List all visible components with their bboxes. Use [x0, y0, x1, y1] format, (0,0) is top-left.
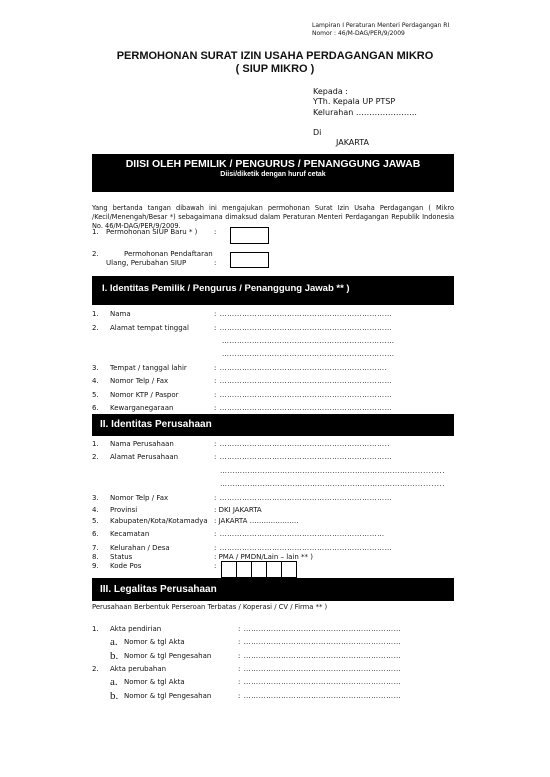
s1-num: 3. [92, 364, 99, 372]
s1-num: 5. [92, 391, 99, 399]
s3-letter: a. [110, 636, 118, 648]
s2-num: 9. [92, 562, 99, 570]
checkbox-reregistration[interactable] [230, 252, 269, 268]
banner-title: DIISI OLEH PEMILIK / PENGURUS / PENANGGUNG JAWAB [125, 158, 421, 170]
s2-num: 1. [92, 440, 99, 448]
s1-field-alamat-2[interactable]: …………………………………………………………… [222, 337, 395, 345]
s2-num: 4. [92, 506, 99, 514]
s3-letter: b. [110, 650, 119, 662]
s3-label-nomor-pengesahan: Nomor & tgl Pengesahan [124, 652, 212, 660]
s3-field-akta-perubahan[interactable]: : ……………………………………………………… [238, 665, 402, 673]
s1-field-telp[interactable]: : …………………………………………………………… [214, 377, 393, 385]
s1-field-ttl[interactable]: : …………………………………………………………. [214, 364, 388, 372]
s2-field-alamat-3[interactable]: ……………………………………………………………………........... [220, 480, 445, 488]
fill-instruction-banner [92, 154, 454, 192]
s2-label-provinsi: Provinsi [110, 506, 138, 514]
s3-letter: b. [110, 690, 119, 702]
s3-label-nomor-akta: Nomor & tgl Akta [124, 638, 185, 646]
s2-value-status[interactable]: : PMA / PMDN/Lain – lain ** ) [214, 553, 314, 561]
option-number-2: 2. [92, 250, 99, 258]
s1-num: 2. [92, 324, 99, 332]
s2-field-alamat[interactable]: : …………………………………………………………… [214, 453, 393, 461]
s2-label-kelurahan: Kelurahan / Desa [110, 544, 170, 552]
s1-num: 4. [92, 377, 99, 385]
s2-field-telp[interactable]: : …………………………………………………………… [214, 494, 393, 502]
s3-letter: a. [110, 676, 118, 688]
s2-label-kecamatan: Kecamatan [110, 530, 150, 538]
s3-label-nomor-akta-perubahan: Nomor & tgl Akta [124, 678, 185, 686]
s3-field-nomor-pengesahan[interactable]: : ……………………………………………………… [238, 652, 402, 660]
s3-num: 2. [92, 665, 99, 673]
option-label-new-siup: Permohonan SIUP Baru * ) [106, 228, 198, 236]
section-3-header [92, 578, 454, 601]
s1-label-ktp: Nomor KTP / Paspor [110, 391, 179, 399]
s2-colon-kodepos: : [214, 562, 217, 570]
s1-label-warga: Kewarganegaraan [110, 404, 174, 412]
s2-num: 6. [92, 530, 99, 538]
postal-code-box-3[interactable] [251, 561, 267, 578]
addressee-city: JAKARTA [336, 138, 369, 147]
s2-label-telp: Nomor Telp / Fax [110, 494, 169, 502]
s1-num: 1. [92, 310, 99, 318]
s2-label-kodepos: Kode Pos [110, 562, 142, 570]
s3-num: 1. [92, 625, 99, 633]
s1-field-warga[interactable]: : …………………………………………………………… [214, 404, 393, 412]
s1-label-telp: Nomor Telp / Fax [110, 377, 169, 385]
s3-field-nomor-akta[interactable]: : ……………………………………………………… [238, 638, 402, 646]
addressee-yth: YTh. Kepala UP PTSP [313, 97, 396, 106]
s1-label-ttl: Tempat / tanggal lahir [110, 364, 187, 372]
s2-num: 5. [92, 517, 99, 525]
s3-field-akta-pendirian[interactable]: : ……………………………………………………… [238, 625, 402, 633]
s1-num: 6. [92, 404, 99, 412]
addressee-kelurahan: Kelurahan ………………….. [313, 108, 417, 117]
option-label-reregistration-1: Permohonan Pendaftaran [124, 250, 213, 258]
option-number-1: 1. [92, 228, 99, 236]
section-2-title: II. Identitas Perusahaan [100, 419, 212, 430]
s2-label-alamat-perusahaan: Alamat Perusahaan [110, 453, 179, 461]
option-colon-2: : [214, 259, 217, 267]
s1-label-nama: Nama [110, 310, 131, 318]
postal-code-box-1[interactable] [221, 561, 237, 578]
postal-code-box-4[interactable] [266, 561, 282, 578]
section-1-title: I. Identitas Pemilik / Pengurus / Penanggung Jawab ** ) [102, 283, 350, 294]
s3-label-akta-pendirian: Akta pendirian [110, 625, 162, 633]
s3-field-nomor-akta-perubahan[interactable]: : ……………………………………………………… [238, 678, 402, 686]
s2-num: 3. [92, 494, 99, 502]
s2-value-kota[interactable]: : JAKARTA ………………… [214, 517, 299, 525]
s2-field-alamat-2[interactable]: ……………………………………………………………………........... [220, 467, 445, 475]
attachment-line-1: Lampiran I Peraturan Menteri Perdagangan RI [312, 22, 450, 29]
postal-code-box-2[interactable] [236, 561, 252, 578]
attachment-line-2: Nomor : 46/M-DAG/PER/9/2009 [312, 30, 405, 37]
section-3-title: III. Legalitas Perusahaan [100, 584, 217, 595]
s2-field-kecamatan[interactable]: : ………………………………………………………… [214, 530, 385, 538]
checkbox-new-siup[interactable] [230, 227, 269, 244]
s1-field-ktp[interactable]: : …………………………………………………………… [214, 391, 393, 399]
section-3-subtitle: Perusahaan Berbentuk Perseroan Terbatas / Koperasi / CV / Firma ** ) [92, 603, 328, 611]
addressee-kepada: Kepada : [313, 87, 348, 96]
s2-num: 8. [92, 553, 99, 561]
s2-num: 7. [92, 544, 99, 552]
s1-label-alamat: Alamat tempat tinggal [110, 324, 189, 332]
s2-label-nama-perusahaan: Nama Perusahaan [110, 440, 174, 448]
addressee-di: Di [313, 128, 322, 137]
s2-num: 2. [92, 453, 99, 461]
s3-field-nomor-pengesahan-perubahan[interactable]: : ……………………………………………………… [238, 692, 402, 700]
option-colon-1: : [214, 228, 217, 236]
s3-label-akta-perubahan: Akta perubahan [110, 665, 167, 673]
postal-code-box-5[interactable] [281, 561, 297, 578]
page-subtitle: ( SIUP MIKRO ) [235, 63, 315, 75]
page-title: PERMOHONAN SURAT IZIN USAHA PERDAGANGAN MIKRO [116, 50, 434, 62]
s2-label-status: Status [110, 553, 133, 561]
s2-field-nama-perusahaan[interactable]: : ………………………………………………………….. [214, 440, 391, 448]
s3-label-nomor-pengesahan-perubahan: Nomor & tgl Pengesahan [124, 692, 212, 700]
intro-paragraph: Yang bertanda tangan dibawah ini mengajukan permohonan Surat Izin Usaha Perdagangan ( Mikro /Kecil/Menengah/Besar *) sebagaimana dimaksud dalam Peraturan Menteri Perdagangan Republik Indonesia No. 46/M-DAG/PER/9/2009. [92, 204, 454, 230]
s2-value-provinsi: : DKI JAKARTA [214, 506, 262, 514]
section-1-header [92, 276, 454, 305]
s1-field-nama[interactable]: : …………………………………………………………… [214, 310, 393, 318]
banner-subtitle: Diisi/diketik dengan huruf cetak [220, 171, 326, 178]
s2-field-kelurahan[interactable]: : …………………………………………………………… [214, 544, 393, 552]
s1-field-alamat[interactable]: : …………………………………………………………… [214, 324, 393, 332]
option-label-reregistration-2: Ulang, Perubahan SIUP [106, 259, 187, 267]
s1-field-alamat-3[interactable]: …………………………………………………………… [222, 350, 395, 358]
section-2-header [92, 414, 454, 436]
s2-label-kota: Kabupaten/Kota/Kotamadya [110, 517, 208, 525]
